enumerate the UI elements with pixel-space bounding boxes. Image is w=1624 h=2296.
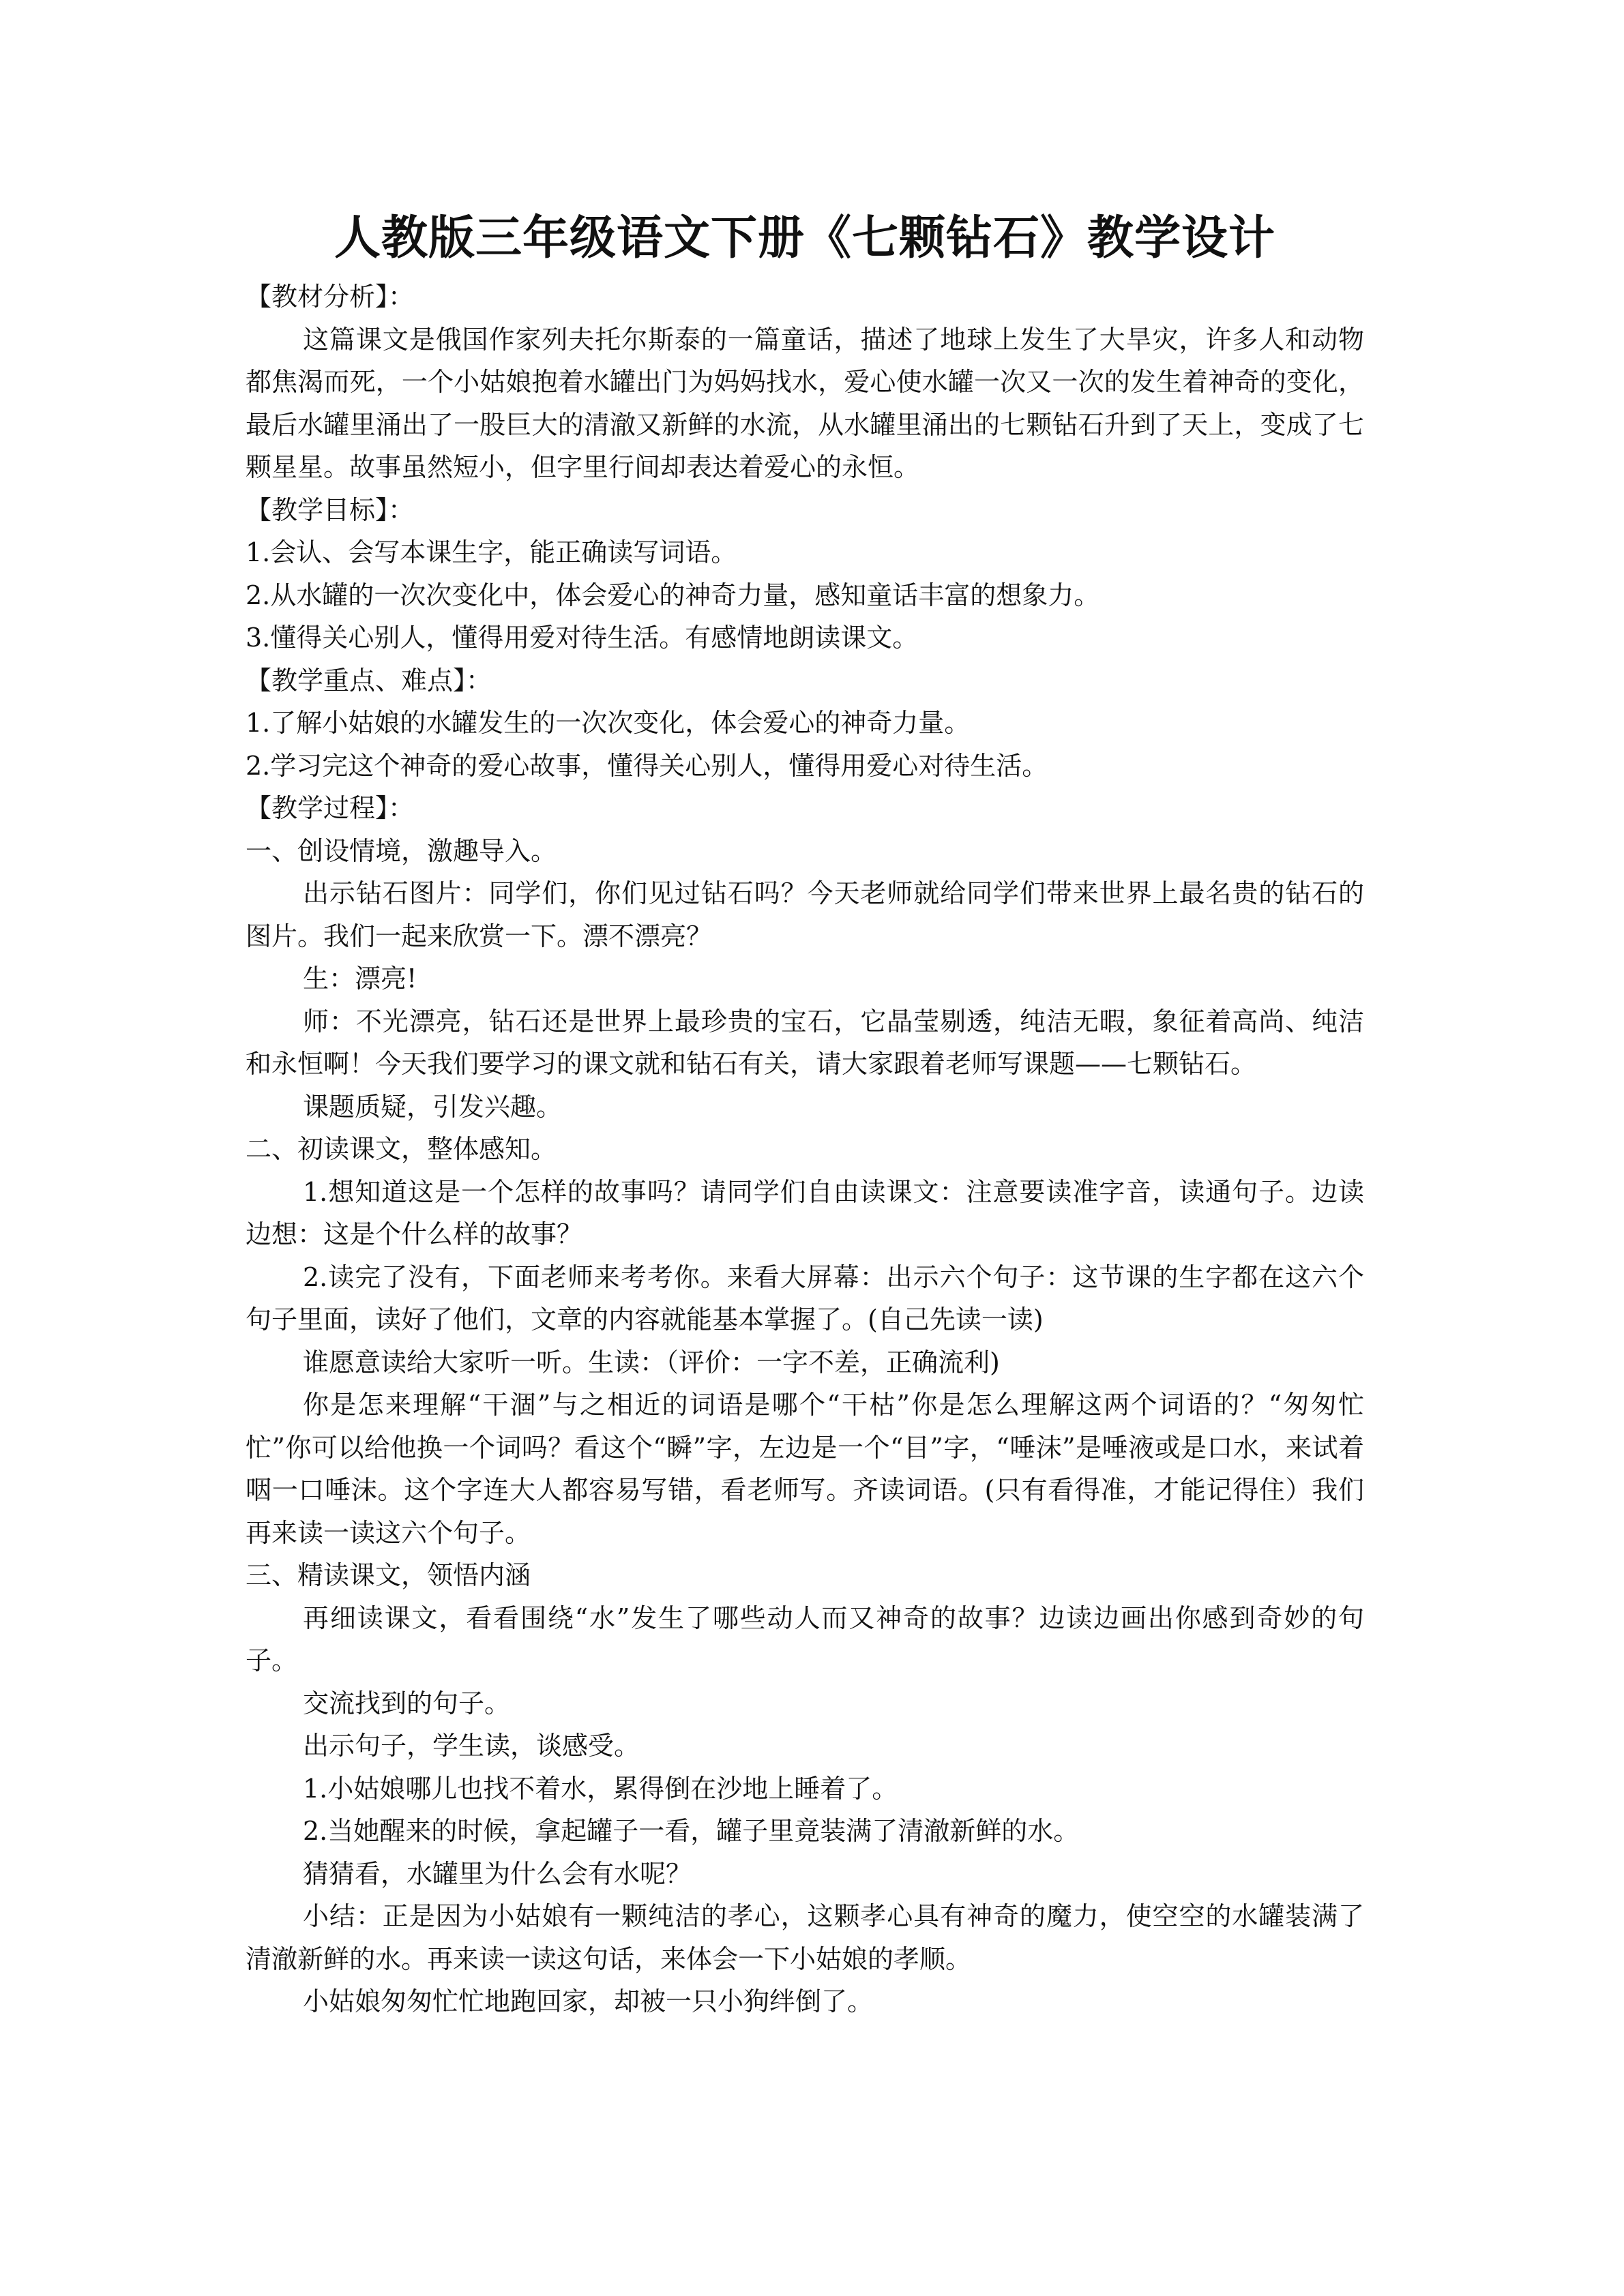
body-paragraph: 1.了解小姑娘的水罐发生的一次次变化，体会爱心的神奇力量。 [246,708,971,738]
body-paragraph: 这篇课文是俄国作家列夫托尔斯泰的一篇童话，描述了地球上发生了大旱灾，许多人和动物都焦渴而死，一个小姑娘抱着水罐出门为妈妈找水，爱心使水罐一次又一次的发生着神奇的变化，最后水罐里涌出了一股巨大的清澈又新鲜的水流，从水罐里涌出的七颗钻石升到了天上，变成了七颗星星。故事虽然短小，但字里行间却表达着爱心的永恒。 [246,324,1364,482]
body-paragraph: 三、精读课文，领悟内涵 [246,1560,531,1590]
section-heading: 【教学重点、难点】： [246,665,492,696]
body-paragraph: 1.小姑娘哪儿也找不着水，累得倒在沙地上睡着了。 [303,1773,898,1804]
body-paragraph: 生：漂亮! [303,964,417,994]
body-paragraph: 3.懂得关心别人，懂得用爱对待生活。有感情地朗读课文。 [246,623,919,653]
section-heading: 【教学过程】： [246,793,415,823]
document-page [246,205,1364,2023]
body-paragraph: 课题质疑，引发兴趣。 [303,1091,563,1122]
body-paragraph: 2.当她醒来的时候，拿起罐子一看，罐子里竟装满了清澈新鲜的水。 [303,1816,1080,1846]
body-paragraph: 出示句子，学生读，谈感受。 [303,1731,640,1761]
body-paragraph: 谁愿意读给大家听一听。生读：（评价：一字不差，正确流利) [303,1347,1000,1377]
body-paragraph: 你是怎来理解“干涸”与之相近的词语是哪个“干枯”你是怎么理解这两个词语的？“匆匆忙忙”你可以给他换一个词吗？看这个“瞬”字，左边是一个“目”字，“唾沫”是唾液或是口水，来试着咽一口唾沫。这个字连大人都容易写错，看老师写。齐读词语。(只有看得准，才能记得住）我们再来读一读这六个句子。 [246,1390,1364,1548]
body-paragraph: 出示钻石图片：同学们，你们见过钻石吗？今天老师就给同学们带来世界上最名贵的钻石的图片。我们一起来欣赏一下。漂不漂亮？ [246,878,1364,951]
document-title: 人教版三年级语文下册《七颗钻石》教学设计 [334,211,1275,265]
body-paragraph: 2.读完了没有，下面老师来考考你。来看大屏幕：出示六个句子：这节课的生字都在这六个句子里面，读好了他们，文章的内容就能基本掌握了。(自己先读一读) [246,1262,1364,1335]
body-paragraph: 再细读课文，看看围绕“水”发生了哪些动人而又神奇的故事？边读边画出你感到奇妙的句子。 [246,1602,1364,1675]
document-body [246,275,1364,2023]
body-paragraph: 猜猜看，水罐里为什么会有水呢？ [303,1858,692,1889]
body-paragraph: 师：不光漂亮，钻石还是世界上最珍贵的宝石，它晶莹剔透，纯洁无暇，象征着高尚、纯洁和永恒啊！今天我们要学习的课文就和钻石有关，请大家跟着老师写课题——七颗钻石。 [246,1006,1364,1079]
body-paragraph: 一、创设情境，激趣导入。 [246,835,557,866]
body-paragraph: 2.从水罐的一次次变化中，体会爱心的神奇力量，感知童话丰富的想象力。 [246,580,1100,610]
body-paragraph: 2.学习完这个神奇的爱心故事，懂得关心别人，懂得用爱心对待生活。 [246,750,1048,781]
body-paragraph: 小姑娘匆匆忙忙地跑回家，却被一只小狗绊倒了。 [303,1986,874,2016]
section-heading: 【教学目标】： [246,494,415,525]
body-paragraph: 1.想知道这是一个怎样的故事吗？请同学们自由读课文：注意要读准字音，读通句子。边读边想：这是个什么样的故事？ [246,1176,1364,1249]
body-paragraph: 二、初读课文，整体感知。 [246,1134,557,1164]
body-paragraph: 小结：正是因为小姑娘有一颗纯洁的孝心，这颗孝心具有神奇的魔力，使空空的水罐装满了清澈新鲜的水。再来读一读这句话，来体会一下小姑娘的孝顺。 [246,1901,1364,1974]
section-heading: 【教材分析】： [246,282,415,312]
body-paragraph: 交流找到的句子。 [303,1688,511,1718]
body-paragraph: 1.会认、会写本课生字，能正确读写词语。 [246,537,737,567]
